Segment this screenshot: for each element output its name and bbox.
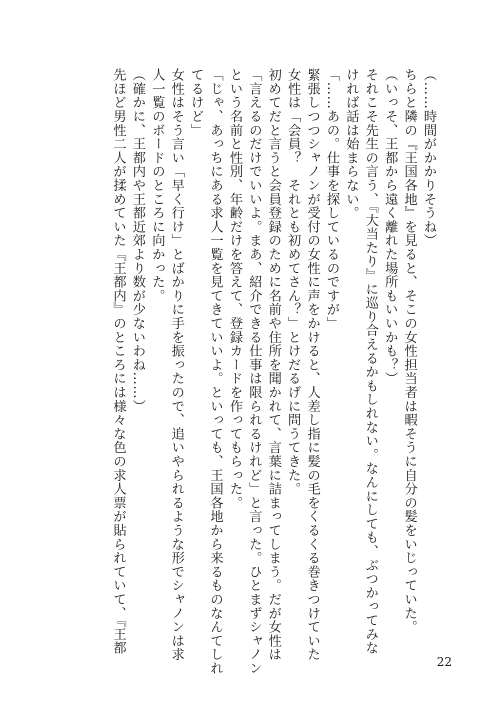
text-line: それこそ先生の言う、『大当たり』に巡り合えるかもしれない。なんにしても、ぶつかってみな — [362, 68, 378, 655]
text-line: （確かに、王都内や王都近郊より数が少ないわね……） — [129, 68, 145, 413]
text-line: ければ話は始まらない。 — [343, 68, 359, 220]
text-line: 人一覧のボードのところに向かった。 — [149, 68, 165, 303]
text-line: ちらと隣の『王国各地』を見ると、そこの女性担当者は暇そうに自分の髪をいじっていた。 — [401, 68, 417, 634]
text-line: 「じゃ、あっちにある求人一覧を見てきていいよ。といっても、王国各地から来るものなんてしれ — [207, 68, 223, 676]
text-line: 初めてだと言うと会員登録のために名前や住所を聞かれて、言葉に詰まってしまう。だが女性は — [265, 68, 281, 662]
text-line: 「……あの。仕事を探しているのですが」 — [323, 68, 339, 331]
text-line: という名前と性別、年齢だけを答えて、登録カードを作ってもらった。 — [226, 68, 242, 510]
text-line: 「言えるのだけでいいよ。まあ、紹介できる仕事は限られるけれど」と言った。ひとまずシャノン — [246, 68, 262, 676]
text-line: 緊張しつつシャノンが受付の女性に声をかけると、人差し指に髪の毛をくるくる巻きつけていた — [304, 68, 320, 662]
text-line: （いっそ、王都から遠く離れた場所もいいかも？） — [382, 68, 398, 386]
text-line: 女性は「会員？ それとも初めてさん？」とけだるげに問うてきた。 — [285, 68, 301, 496]
text-line: （……時間がかかりそうね） — [421, 68, 436, 248]
text-line: てるけど」 — [188, 68, 204, 137]
text-line: 女性はそう言い「早く行け」とばかりに手を振ったので、追いやられるような形でシャノンは求 — [168, 68, 184, 662]
page-number: 22 — [436, 655, 452, 669]
text-line: 先ほど男性二人が揉めていた『王都内』のところには様々な色の求人票が貼られていて、『王都 — [110, 68, 126, 655]
body-text — [108, 68, 438, 676]
